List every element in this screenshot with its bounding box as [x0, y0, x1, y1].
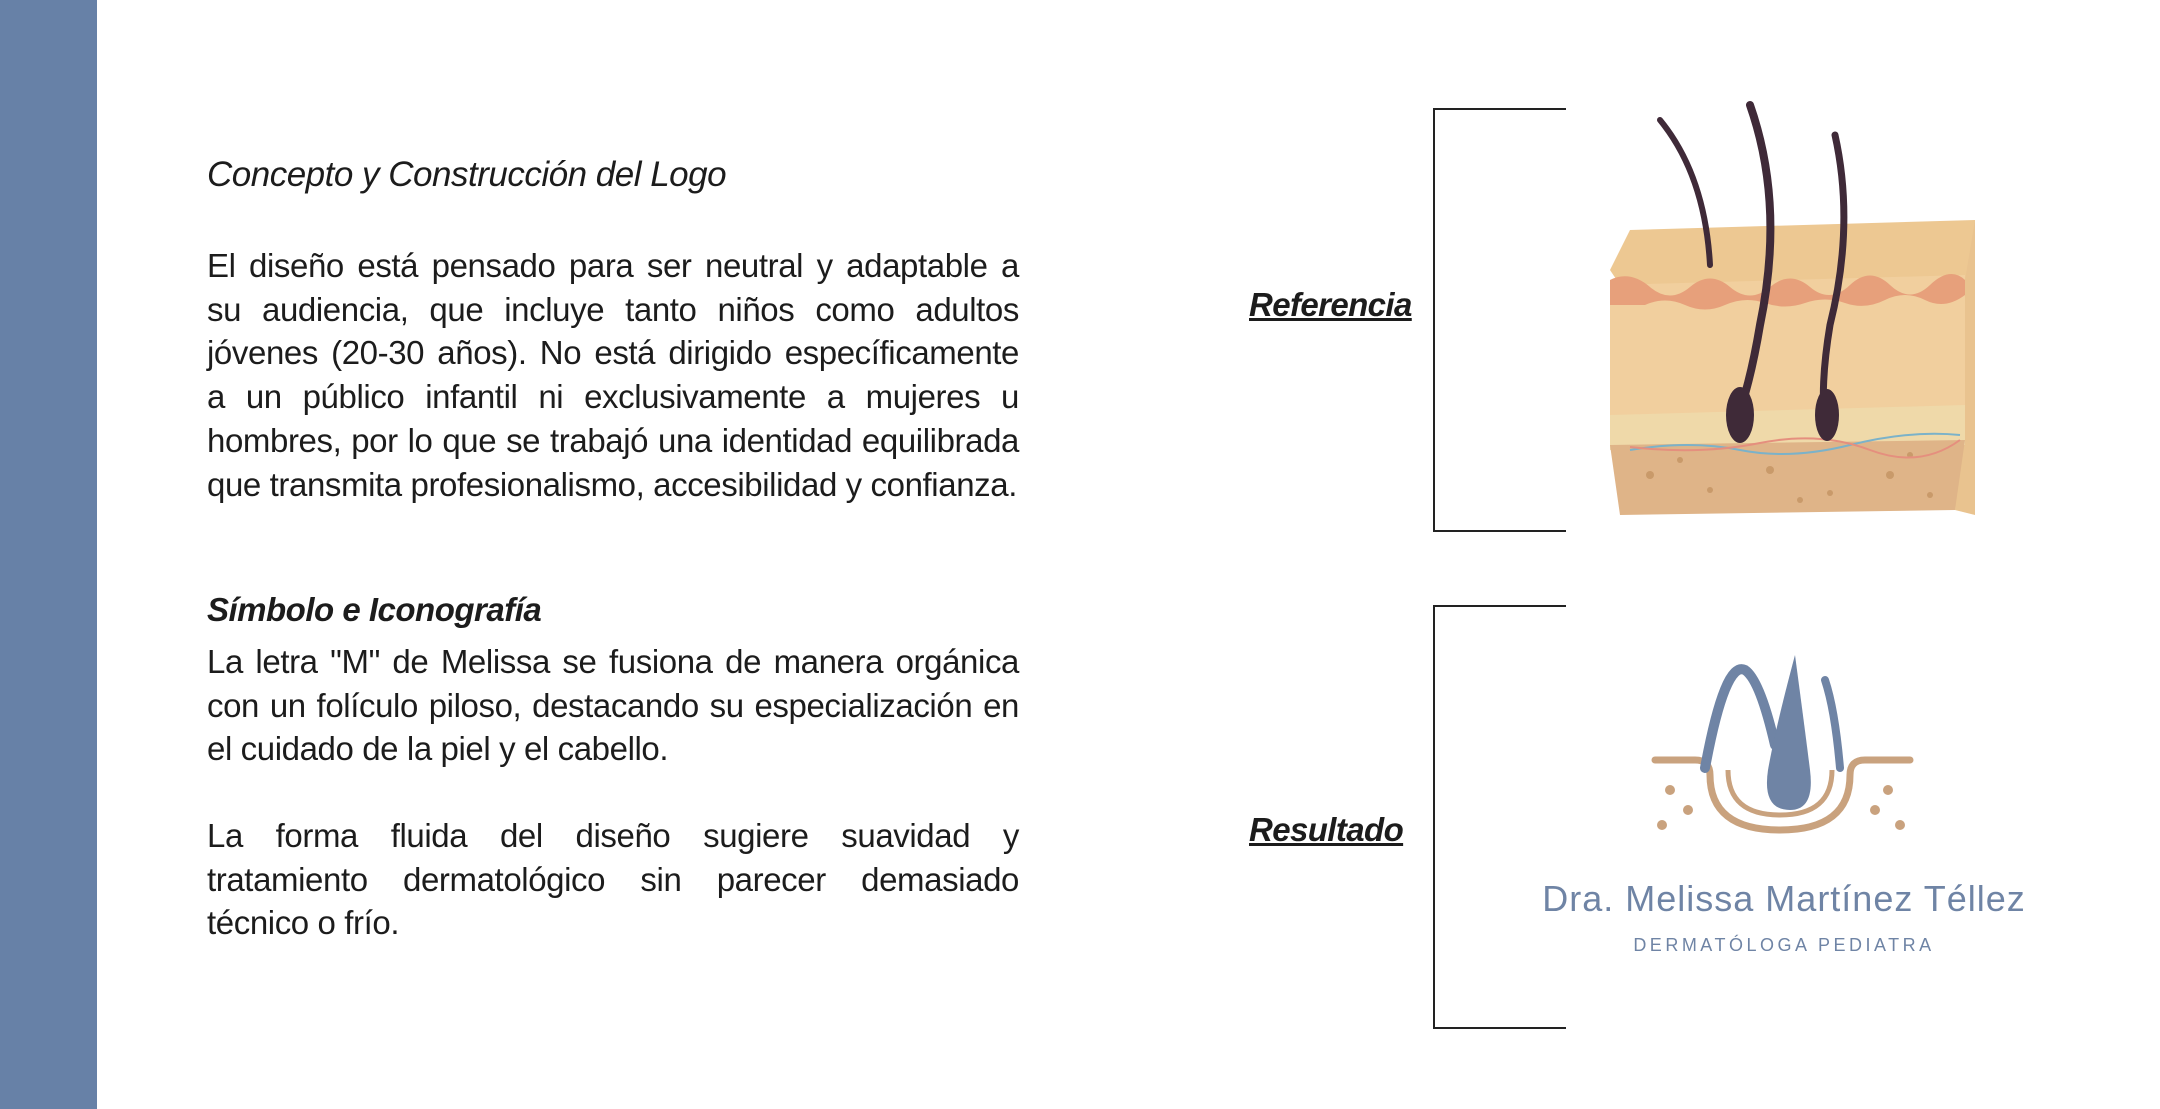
skin-illustration	[1590, 95, 1990, 525]
form-paragraph: La forma fluida del diseño sugiere suavidad y tratamiento dermatológico sin parecer demasiado técnico o frío.	[207, 817, 1019, 942]
left-accent-bar	[0, 0, 97, 1109]
logo-subtitle: DERMATÓLOGA PEDIATRA	[1633, 935, 1935, 955]
result-label: Resultado	[1249, 811, 1404, 848]
reference-bracket	[1433, 108, 1566, 532]
result-bracket	[1433, 605, 1566, 1029]
section-title: Símbolo e Iconografía	[207, 591, 542, 628]
reference-label: Referencia	[1249, 286, 1412, 323]
logo-name: Dra. Melissa Martínez Téllez	[1542, 878, 2026, 919]
intro-paragraph: El diseño está pensado para ser neutral y adaptable a su audiencia, que incluye tanto niños como adultos jóvenes (20-30 años). No está dirigido específicamente a un público infantil ni exclusivamente a mujeres u hombres, por lo que se trabajó una identidad equilibrada que transmita profesionalismo, accesibilidad y confianza.	[207, 247, 1019, 503]
page-title: Concepto y Construcción del Logo	[207, 155, 727, 194]
symbol-paragraph: La letra "M" de Melissa se fusiona de manera orgánica con un folículo piloso, destacando su especialización en el cuidado de la piel y el cabello.	[207, 643, 1019, 768]
logo-symbol	[1650, 650, 1915, 850]
